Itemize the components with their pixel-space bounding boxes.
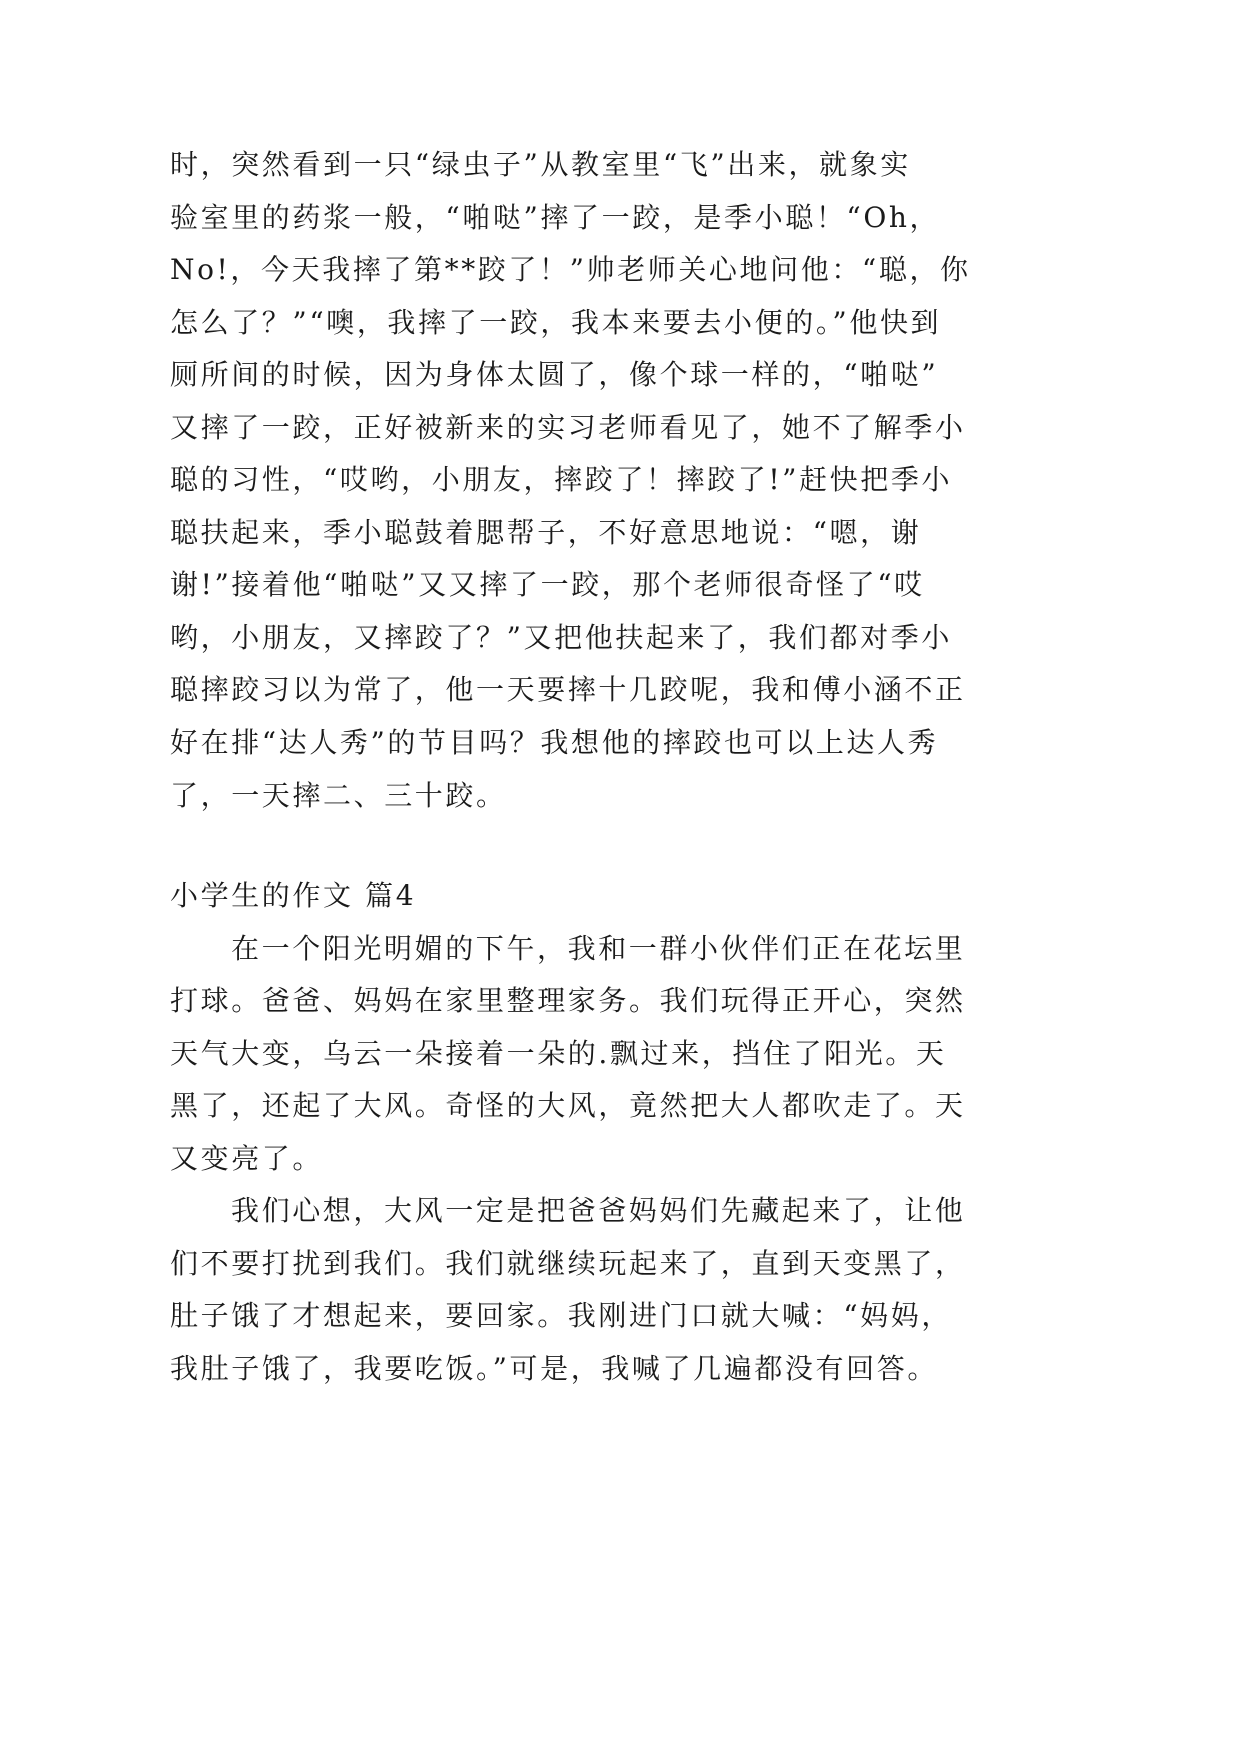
text-line: 打球。爸爸、妈妈在家里整理家务。我们玩得正开心，突然 <box>170 984 966 1018</box>
essay-heading: 小学生的作文 篇4 <box>170 879 417 913</box>
text-line: 又变亮了。 <box>170 1141 324 1175</box>
text-line: No!，今天我摔了第**跤了！”帅老师关心地问他：“聪，你 <box>170 253 971 287</box>
text-line: 好在排“达人秀”的节目吗？我想他的摔跤也可以上达人秀 <box>170 726 939 760</box>
text-line: 验室里的药浆一般，“啪哒”摔了一跤，是季小聪！“Oh， <box>170 200 941 234</box>
text-line: 天气大变，乌云一朵接着一朵的.飘过来，挡住了阳光。天 <box>170 1036 947 1070</box>
text-line: 厕所间的时候，因为身体太圆了，像个球一样的，“啪哒” <box>170 358 939 392</box>
text-line: 在一个阳光明媚的下午，我和一群小伙伴们正在花坛里 <box>231 931 966 965</box>
essay-paragraph-2 <box>170 1185 1181 1395</box>
text-line: 哟，小朋友，又摔跤了？”又把他扶起来了，我们都对季小 <box>170 620 952 654</box>
text-line: 聪扶起来，季小聪鼓着腮帮子，不好意思地说：“嗯，谢 <box>170 515 922 549</box>
text-line: 肚子饿了才想起来，要回家。我刚进门口就大喊：“妈妈， <box>170 1299 952 1333</box>
text-line: 黑了，还起了大风。奇怪的大风，竟然把大人都吹走了。天 <box>170 1089 966 1123</box>
text-line: 谢!”接着他“啪哒”又又摔了一跤，那个老师很奇怪了“哎 <box>170 568 925 602</box>
continuation-paragraph <box>170 139 1181 822</box>
text-line: 时，突然看到一只“绿虫子”从教室里“飞”出来，就象实 <box>170 148 911 181</box>
text-line: 聪的习性，“哎哟，小朋友，摔跤了！摔跤了!”赶快把季小 <box>170 463 953 497</box>
text-line: 我肚子饿了，我要吃饭。”可是，我喊了几遍都没有回答。 <box>170 1352 938 1386</box>
text-line: 们不要打扰到我们。我们就继续玩起来了，直到天变黑了， <box>170 1246 966 1280</box>
text-line: 我们心想，大风一定是把爸爸妈妈们先藏起来了，让他 <box>231 1194 966 1228</box>
text-line: 又摔了一跤，正好被新来的实习老师看见了，她不了解季小 <box>170 410 966 444</box>
text-line: 了，一天摔二、三十跤。 <box>170 778 507 812</box>
text-line: 聪摔跤习以为常了，他一天要摔十几跤呢，我和傅小涵不正 <box>170 673 966 707</box>
text-line: 怎么了？”“噢，我摔了一跤，我本来要去小便的。”他快到 <box>170 305 942 339</box>
essay-paragraph-1 <box>170 923 1181 1186</box>
